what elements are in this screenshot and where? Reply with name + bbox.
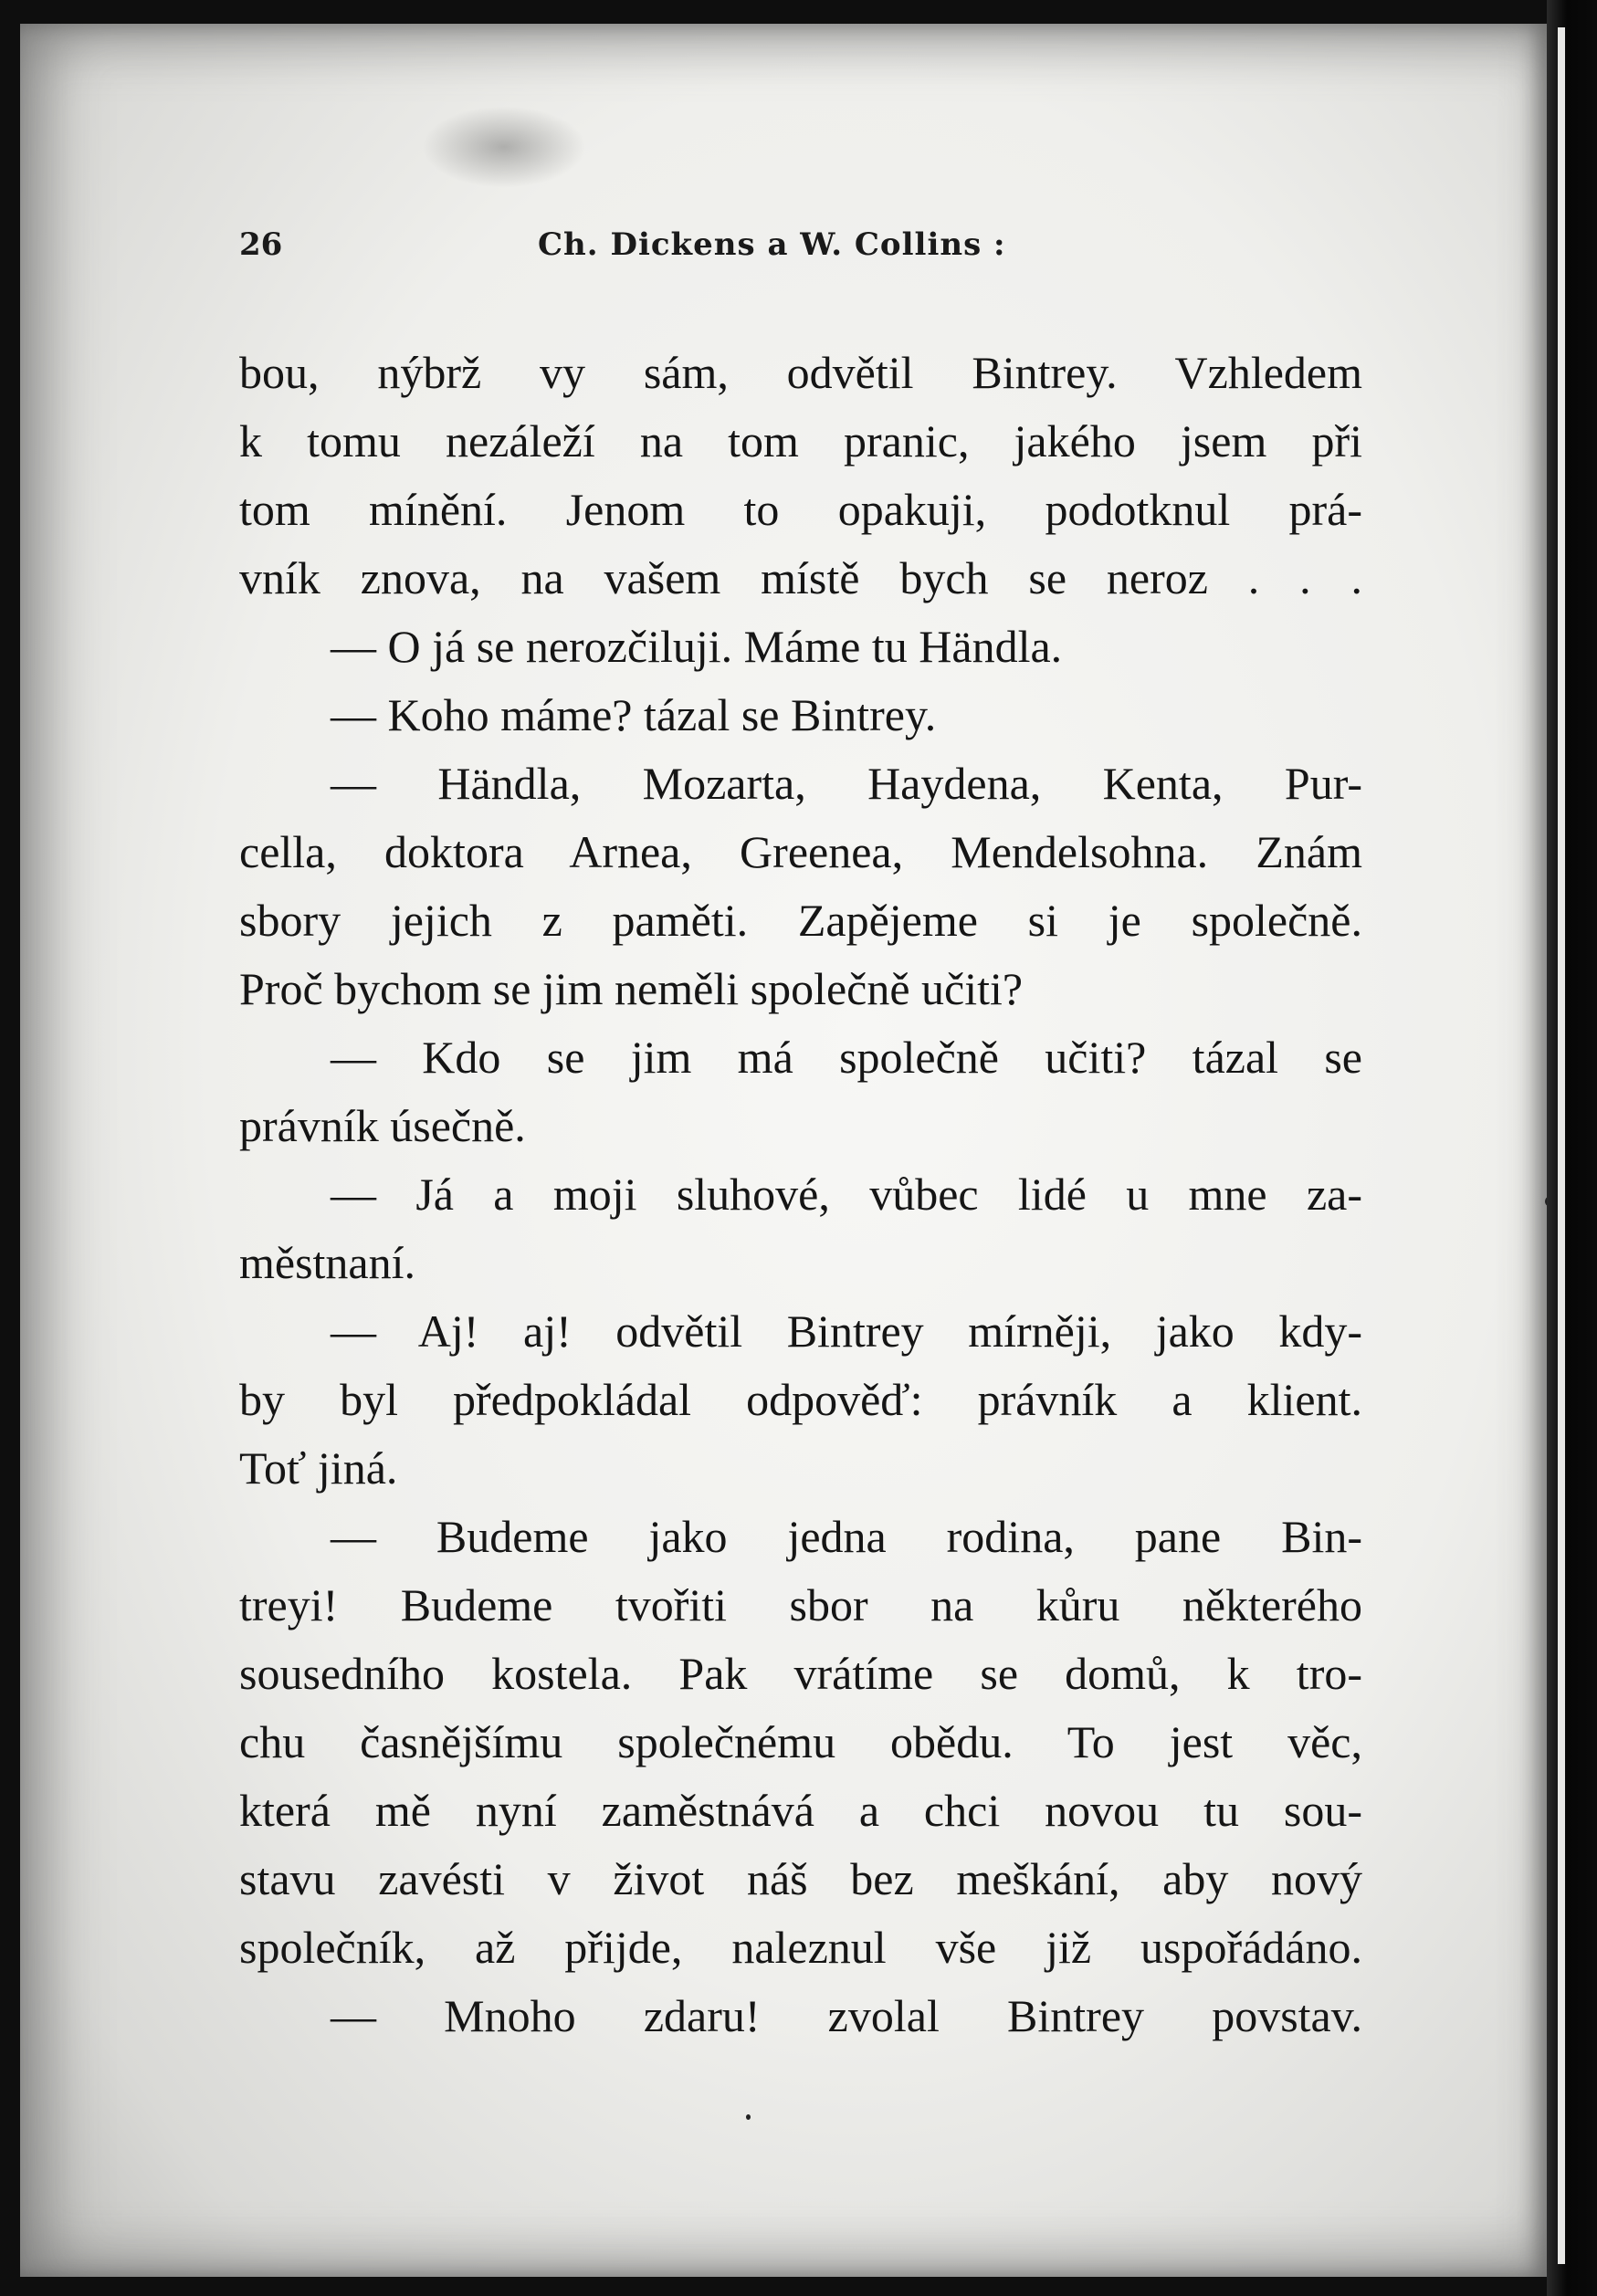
text-line: — Budeme jako jedna rodina, pane Bin-	[331, 1511, 1362, 1562]
text-line: — Koho máme? tázal se Bintrey.	[331, 689, 937, 740]
text-line: cella, doktora Arnea, Greenea, Mendelsohna. Znám	[239, 826, 1362, 877]
text-line: vník znova, na vašem místě bych se neroz . . .	[239, 552, 1362, 603]
text-line: — Kdo se jim má společně učiti? tázal se	[331, 1032, 1362, 1083]
text-line: sousedního kostela. Pak vrátíme se domů, k tro-	[239, 1648, 1362, 1699]
text-line: tom mínění. Jenom to opakuji, podotknul prá-	[239, 484, 1362, 535]
text-line: bou, nýbrž vy sám, odvětil Bintrey. Vzhledem	[239, 347, 1362, 398]
text-line: treyi! Budeme tvořiti sbor na kůru některého	[239, 1579, 1362, 1630]
running-head	[20, 226, 1547, 272]
text-line: by byl předpokládal odpověď: právník a klient.	[239, 1374, 1362, 1425]
text-line: — Mnoho zdaru! zvolal Bintrey povstav.	[331, 1990, 1362, 2041]
text-line: společník, až přijde, naleznul vše již uspořádáno.	[239, 1922, 1362, 1973]
page-number: 26	[239, 226, 283, 263]
text-line: sbory jejich z paměti. Zapějeme si je společně.	[239, 895, 1362, 946]
text-line: — Händla, Mozarta, Haydena, Kenta, Pur-	[331, 758, 1362, 809]
adjacent-page-edge	[1558, 27, 1565, 2264]
text-line: k tomu nezáleží na tom pranic, jakého jsem při	[239, 415, 1362, 467]
body-text	[239, 339, 1362, 2050]
text-line: — Já a moji sluhové, vůbec lidé u mne za-	[331, 1169, 1362, 1220]
text-line: stavu zavésti v život náš bez meškání, aby nový	[239, 1853, 1362, 1904]
running-head-title: Ch. Dickens a W. Collins :	[538, 226, 1006, 263]
text-line: — O já se nerozčiluji. Máme tu Händla.	[331, 621, 1063, 672]
page-edge-shadow	[1547, 0, 1597, 2296]
text-line: která mě nyní zaměstnává a chci novou tu sou-	[239, 1785, 1362, 1836]
text-line: Proč bychom se jim neměli společně učiti?	[239, 963, 1024, 1014]
book-page	[20, 24, 1547, 2277]
ink-smudge	[422, 106, 586, 188]
text-line: právník úsečně.	[239, 1100, 526, 1151]
text-line: chu časnějšímu společnému obědu. To jest věc,	[239, 1716, 1362, 1767]
text-line: — Aj! aj! odvětil Bintrey mírněji, jako kdy-	[331, 1305, 1362, 1357]
text-line: městnaní.	[239, 1237, 416, 1288]
margin-speck	[746, 2114, 751, 2120]
text-line: Toť jiná.	[239, 1442, 398, 1494]
